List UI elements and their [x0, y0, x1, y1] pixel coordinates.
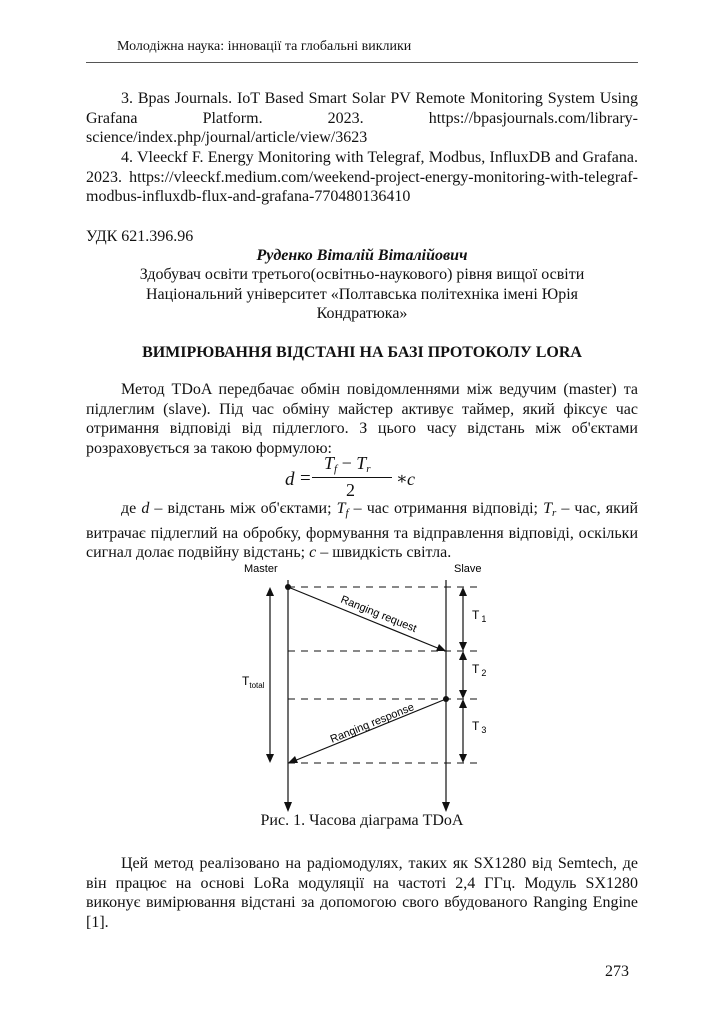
master-label: Master: [244, 563, 278, 575]
fraction-bar: [312, 477, 392, 478]
header-rule: [86, 62, 638, 63]
formula-denominator: 2: [346, 480, 355, 500]
p2-text-c: – час отримання відповіді;: [348, 500, 544, 517]
p2-sub-f: f: [345, 507, 349, 519]
t2-main: T: [472, 662, 480, 676]
p2-var-tf: T: [336, 500, 346, 517]
ranging-request-arrow: [288, 587, 440, 649]
reference-3: 3. Bpas Journals. IoT Based Smart Solar PV Remote Monitoring System Using Grafana Platform. 2023. https://bpasjournals.com/library-science/index.php/journal/article/view/3623: [86, 90, 638, 147]
t2-label: [472, 662, 486, 678]
formula-times: ∗: [396, 469, 408, 488]
tf-symbol: T: [324, 453, 335, 473]
article-title: ВИМІРЮВАННЯ ВІДСТАНІ НА БАЗІ ПРОТОКОЛУ LORA: [142, 344, 582, 361]
response-arrowhead: [288, 756, 298, 763]
udc-code: УДК 621.396.96: [86, 228, 194, 245]
t2-arrow-bottom: [459, 690, 467, 699]
master-timeline-arrowhead: [284, 802, 292, 812]
p2-text-a: де: [121, 500, 142, 517]
p2-var-c: c: [309, 544, 317, 562]
slave-label: Slave: [454, 563, 482, 575]
running-header: Молодіжна наука: інновації та глобальні виклики: [117, 39, 412, 54]
p2-text-f: – швидкість світла.: [316, 544, 452, 562]
slave-timeline-arrowhead: [442, 802, 450, 812]
p2-text-e: – час, який витрачає підлеглий на обробку, формування та відправлення відповіді, оскільки сигнал долає подвійну відстань;: [86, 500, 639, 562]
ranging-response-label: Ranging response: [328, 701, 416, 746]
formula-lhs: d: [285, 469, 295, 490]
ttotal-label: [242, 674, 265, 690]
t1-label: [472, 608, 486, 624]
t1-arrow-top: [459, 587, 467, 596]
affiliation-line-1: Здобувач освіти третього(освітньо-наукового) рівня вищої освіти: [139, 266, 585, 283]
t2-sub: 2: [481, 668, 487, 678]
paragraph-2: [86, 499, 638, 563]
t3-sub: 3: [481, 725, 487, 735]
t1-arrow-bottom: [459, 642, 467, 651]
ranging-request-label: Ranging request: [338, 593, 419, 636]
formula-equals: =: [300, 468, 311, 489]
figure-caption: Рис. 1. Часова діаграма TDoA: [260, 812, 464, 829]
ttotal-arrow-top: [266, 587, 274, 596]
tr-subscript: r: [366, 463, 371, 475]
t1-main: T: [472, 608, 480, 622]
t3-main: T: [472, 719, 480, 733]
affiliation-line-3: Кондратюка»: [316, 305, 408, 322]
formula-c: c: [407, 469, 415, 489]
formula-numerator: [324, 453, 371, 475]
paragraph-1: Метод TDoA передбачає обмін повідомленнями між ведучим (master) та підлеглим (slave). Під час обміну майстер активує таймер, який фіксує час отримання відповіді від підлеглого. З цього часу відстань між об'єктами розраховується за такою формулою:: [86, 381, 638, 457]
ttotal-main: T: [242, 674, 250, 688]
t3-arrow-top: [459, 699, 467, 708]
t1-sub: 1: [481, 614, 487, 624]
t3-label: [472, 719, 486, 735]
tf-subscript: f: [334, 463, 338, 475]
ttotal-arrow-bottom: [266, 754, 274, 763]
t3-arrow-bottom: [459, 754, 467, 763]
affiliation-line-2: Національний університет «Полтавська політехніка імені Юрія: [145, 286, 579, 303]
p2-sub-r: r: [552, 507, 557, 519]
p2-var-d: d: [141, 500, 150, 517]
paragraph-3: Цей метод реалізовано на радіомодулях, таких як SX1280 від Semtech, де він працює на основі LoRa модуляції на частоті 2,4 ГГц. Модуль SX1280 виконує вимірювання відстані за допомогою свого вбудованого Ranging Engine [1].: [86, 855, 638, 931]
distance-formula: [285, 453, 490, 500]
t2-arrow-top: [459, 651, 467, 660]
tr-symbol: T: [356, 453, 367, 473]
reference-4: 4. Vleeckf F. Energy Monitoring with Telegraf, Modbus, InfluxDB and Grafana. 2023. https://vleeckf.medium.com/weekend-project-energy-monitoring-with-telegraf-modbus-influxdb-flux-and-grafana-770480136410: [86, 149, 638, 206]
ttotal-sub: total: [249, 681, 265, 690]
minus-sign: −: [341, 453, 352, 473]
page-number: 273: [605, 963, 629, 980]
request-arrowhead: [436, 644, 446, 651]
p2-text-b: – відстань між об'єктами;: [149, 500, 337, 517]
tdoa-timing-diagram: [230, 558, 500, 818]
p2-var-tr: T: [543, 500, 552, 517]
author-name: Руденко Віталій Віталійович: [256, 247, 468, 264]
